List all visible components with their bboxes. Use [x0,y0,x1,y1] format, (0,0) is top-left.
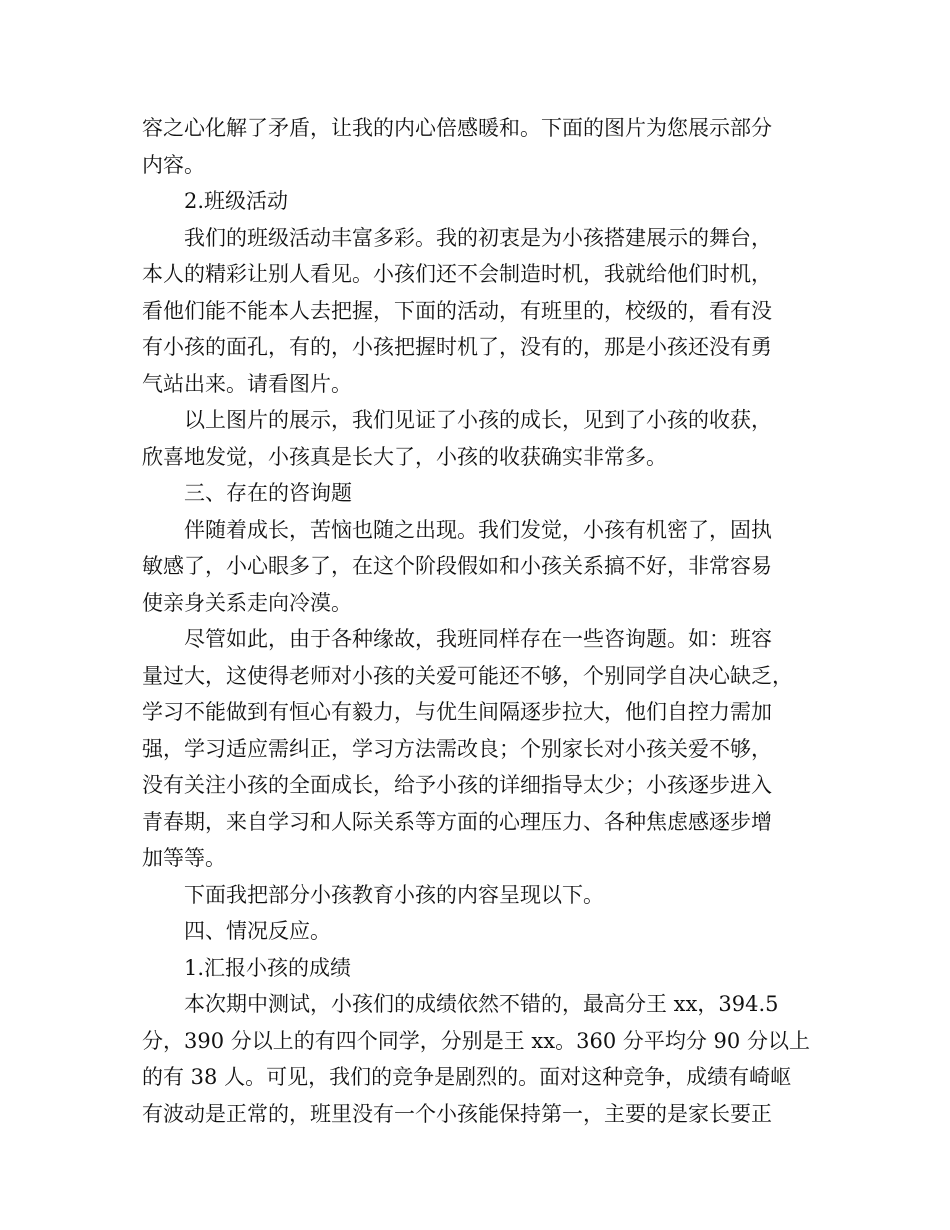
text-line: 本次期中测试，小孩们的成绩依然不错的，最高分王 xx，394.5 [184,992,779,1016]
text-line: 敏感了，小心眼多了，在这个阶段假如和小孩关系搞不好，非常容易 [142,554,772,578]
text-line: 使亲身关系走向冷漠。 [142,590,352,615]
text-line: 我们的班级活动丰富多彩。我的初衷是为小孩搭建展示的舞台， [184,225,772,250]
text-line: 青春期，来自学习和人际关系等方面的心理压力、各种焦虑感逐步增 [142,809,772,834]
text-line: 强，学习适应需纠正，学习方法需改良；个别家长对小孩关爱不够， [142,736,772,761]
text-line: 有波动是正常的，班里没有一个小孩能保持第一，主要的是家长要正 [142,1101,772,1126]
text-line: 内容。 [142,152,205,177]
text-line: 量过大，这使得老师对小孩的关爱可能还不够，个别同学自决心缺乏， [142,663,793,688]
text-line: 2.班级活动 [184,189,289,213]
text-line: 加等等。 [142,846,226,870]
text-line: 尽管如此，由于各种缘故，我班同样存在一些咨询题。如：班容 [184,627,772,651]
text-line: 三、存在的咨询题 [184,481,352,505]
text-line: 1.汇报小孩的成绩 [184,955,352,980]
text-line: 伴随着成长，苦恼也随之出现。我们发觉，小孩有机密了，固执 [184,517,772,542]
text-line: 容之心化解了矛盾，让我的内心倍感暖和。下面的图片为您展示部分 [142,116,772,140]
text-line: 分，390 分以上的有四个同学，分别是王 xx。360 分平均分 90 分以上 [142,1028,810,1053]
text-line: 气站出来。请看图片。 [142,371,352,396]
text-line: 下面我把部分小孩教育小孩的内容呈现以下。 [184,882,604,907]
text-line: 的有 38 人。可见，我们的竞争是剧烈的。面对这种竞争，成绩有崎岖 [142,1065,792,1089]
document-body [142,110,816,1132]
text-line: 没有关注小孩的全面成长，给予小孩的详细指导太少；小孩逐步进入 [142,773,772,797]
text-line: 欣喜地发觉，小孩真是长大了，小孩的收获确实非常多。 [142,444,667,469]
text-line: 看他们能不能本人去把握，下面的活动，有班里的，校级的，看有没 [142,298,772,323]
text-line: 有小孩的面孔，有的，小孩把握时机了，没有的，那是小孩还没有勇 [142,335,772,359]
text-line: 四、情况反应。 [184,919,331,943]
text-line: 以上图片的展示，我们见证了小孩的成长，见到了小孩的收获， [184,408,772,432]
text-line: 本人的精彩让别人看见。小孩们还不会制造时机，我就给他们时机， [142,262,772,286]
text-line: 学习不能做到有恒心有毅力，与优生间隔逐步拉大，他们自控力需加 [142,700,772,724]
